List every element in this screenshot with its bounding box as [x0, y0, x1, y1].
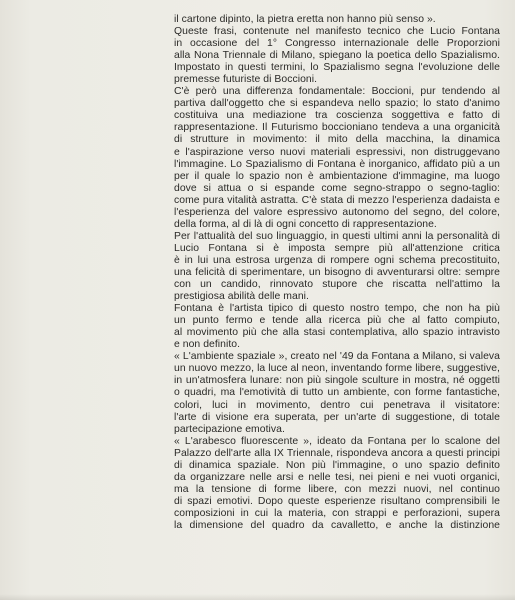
paragraph — [174, 231, 500, 303]
text-line: o quadri, ma l'emotività di tutto un ambiente, con forme fantastiche, — [174, 387, 500, 399]
text-line: di spazi emotivi. Dopo queste esperienze risultano comprensibili le — [174, 495, 500, 507]
paragraph — [174, 351, 500, 435]
body-text — [174, 14, 500, 532]
paragraph — [174, 26, 500, 86]
text-line: l'immagine. Lo Spazialismo di Fontana è inorganico, affidato più a un — [174, 158, 500, 170]
text-line: alla Nona Triennale di Milano, spiegano la poetica dello Spazialismo. — [174, 50, 500, 62]
text-line: premesse futuriste di Boccioni. — [174, 74, 318, 86]
text-line: in occasione del 1° Congresso internazionale delle Proporzioni — [174, 38, 500, 50]
text-line: Lucio Fontana si è imposta sempre più all'attenzione critica — [174, 242, 500, 254]
text-line: « L'arabesco fluorescente », ideato da Fontana per lo scalone del — [174, 435, 500, 447]
text-line: da organizzare nelle arsi e nelle tesi, nei pieni e nei vuoti organici, — [174, 471, 500, 483]
text-line: di dinamica spaziale. Non più l'immagine, o uno spazio definito — [174, 459, 500, 471]
text-line: e l'aspirazione verso nuovi materiali espressivi, non distruggevano — [174, 146, 500, 158]
text-line: composizioni in cui la materia, con strappi e perforazioni, supera — [174, 507, 500, 519]
text-line: Per l'attualità del suo linguaggio, in questi ultimi anni la personalità di — [174, 230, 500, 242]
text-line: Queste frasi, contenute nel manifesto tecnico che Lucio Fontana — [174, 26, 500, 38]
text-line: partecipazione emotiva. — [174, 423, 285, 435]
text-line: e non definito. — [174, 339, 241, 351]
text-line: una felicità di sperimentare, un bisogno di avventurarsi oltre: sempre — [174, 266, 500, 278]
text-line: di strutture in movimento: il mito della macchina, la dinamica — [174, 134, 500, 146]
paragraph — [174, 436, 500, 532]
text-line: partiva dall'oggetto che si espandeva nello spazio; lo stato d'animo — [174, 98, 500, 110]
text-line: per il quale lo spazio non è ambientazione d'immagine, ma luogo — [174, 170, 500, 182]
paragraph — [174, 14, 500, 26]
text-line: ma la tensione di forme libere, con mezzi nuovi, nel continuo — [174, 483, 500, 495]
text-line: Fontana è l'artista tipico di questo nostro tempo, che non ha più — [174, 303, 500, 315]
text-line: Impostato in questi termini, lo Spazialismo segna l'evoluzione delle — [174, 62, 500, 74]
text-line: rappresentazione. Il Futurismo boccioniano tendeva a una organicità — [174, 122, 500, 134]
page-bottom-edge — [0, 594, 515, 600]
text-line: l'esperienza del valore espressivo autonomo del segno, del colore, — [174, 206, 500, 218]
text-line: prestigiosa abilità delle mani. — [174, 291, 309, 303]
paragraph — [174, 303, 500, 351]
text-line: un nuovo mezzo, la luce al neon, inventando forme libere, suggestive, — [174, 363, 500, 375]
text-line: al movimento più che alla stasi contemplativa, allo spazio intravisto — [174, 327, 500, 339]
text-line: come pura vitalità astratta. C'è stata di mezzo l'esperienza dadaista e — [174, 194, 500, 206]
paragraph — [174, 86, 500, 231]
text-line: C'è però una differenza fondamentale: Boccioni, pur tendendo al — [174, 86, 500, 98]
text-line: l'arte di visione era superata, per un'arte di suggestione, di totale — [174, 411, 500, 423]
text-line: in un'atmosfera lunare: non più singole sculture in mostra, né oggetti — [174, 375, 500, 387]
text-line: costituiva una mediazione tra coscienza soggettiva e fatto di — [174, 110, 500, 122]
text-line: il cartone dipinto, la pietra eretta non hanno più senso ». — [174, 14, 436, 25]
text-line: colori, luci in movimento, dentro cui penetrava il visitatore: — [174, 399, 500, 411]
text-line: con un candido, rinnovato stupore che riscatta nell'attimo la — [174, 279, 500, 291]
text-line: la dimensione del quadro da cavalletto, e anche la distinzione — [174, 519, 500, 531]
text-line: un punto fermo e tende alla ricerca più che al fatto compiuto, — [174, 315, 500, 327]
text-line: dove si attua o si espande come segno-strappo o segno-taglio: — [174, 182, 500, 194]
text-line: « L'ambiente spaziale », creato nel '49 da Fontana a Milano, si valeva — [174, 351, 500, 363]
text-line: della forma, al di là di ogni concetto di rappresentazione. — [174, 218, 437, 230]
text-line: Palazzo dell'arte alla IX Triennale, rispondeva ancora a questi principi — [174, 447, 500, 459]
text-line: è in lui una estrosa urgenza di rompere ogni schema precostituito, — [174, 254, 500, 266]
